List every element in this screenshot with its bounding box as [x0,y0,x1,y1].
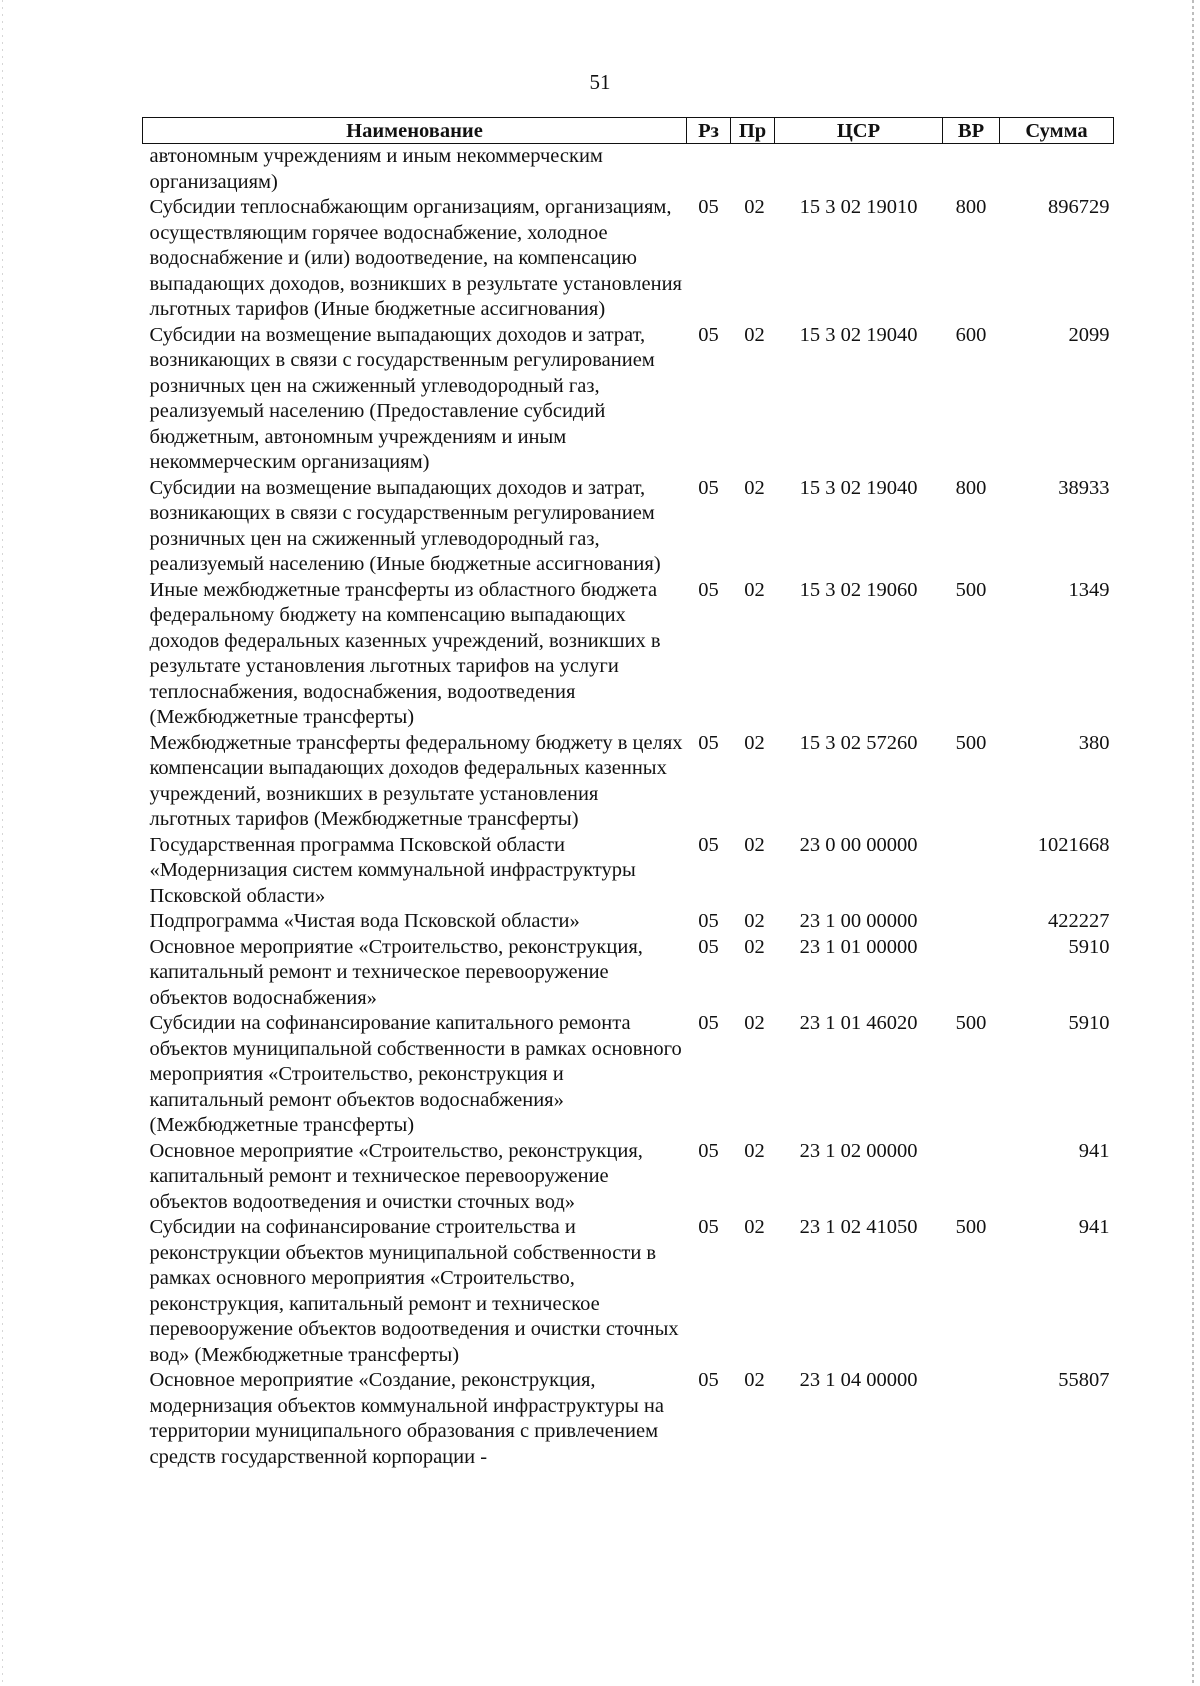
scan-edge-right [1192,0,1194,1686]
cell-csr: 23 0 00 00000 [799,833,918,856]
cell-name: Субсидии теплоснабжающим организациям, организациям, осуществляющим горячее водоснабжение, холодное водоснабжение и (или) водоотведение, на компенсацию выпадающих доходов, возникших в результате установления льготных тарифов (Иные бюджетные ассигнования) [149,196,682,320]
cell-sum: 941 [1078,1216,1110,1238]
cell-csr: 23 1 02 41050 [799,1216,918,1238]
cell-sum: 896729 [1048,196,1110,218]
cell-sum: 38933 [1058,476,1110,499]
cell-rz: 05 [698,1012,719,1034]
cell-csr: 15 3 02 57260 [799,731,918,754]
cell-csr: 23 1 02 00000 [799,1139,918,1162]
cell-sum: 5910 [1068,1012,1110,1034]
cell-vr: 600 [955,323,987,346]
cell-sum: 1349 [1068,578,1110,601]
header-sum: Сумма [1000,118,1114,144]
cell-csr [775,144,943,196]
cell-vr: 800 [955,476,987,499]
table-row [143,1368,1114,1470]
cell-name: автономным учреждениям и иным некоммерческим организациям) [149,145,603,193]
cell-vr [943,935,1000,1012]
table-row [143,935,1114,1012]
cell-pr: 02 [744,1012,765,1034]
cell-pr: 02 [744,1216,765,1238]
cell-vr: 500 [955,731,987,754]
cell-vr: 500 [955,578,987,601]
cell-rz: 05 [698,1216,719,1238]
budget-table [142,117,1114,1470]
cell-vr [943,1139,1000,1216]
cell-sum: 55807 [1058,1369,1110,1391]
cell-name: Подпрограмма «Чистая вода Псковской области» [149,910,580,932]
cell-vr [943,833,1000,910]
cell-rz: 05 [698,833,719,856]
cell-csr: 15 3 02 19060 [799,578,918,601]
scan-edge-left [2,0,3,1686]
cell-vr [943,1368,1000,1470]
cell-pr [731,144,775,196]
cell-sum: 1021668 [1037,833,1110,856]
cell-sum: 2099 [1068,323,1110,346]
cell-rz: 05 [698,1369,719,1391]
cell-csr: 15 3 02 19010 [799,196,918,218]
table-row [143,323,1114,476]
cell-name: Основное мероприятие «Строительство, реконструкция, капитальный ремонт и техническое перевооружение объектов водоснабжения» [149,935,643,1009]
cell-name: Межбюджетные трансферты федеральному бюджету в целях компенсации выпадающих доходов федеральных казенных учреждений, возникших в результате установления льготных тарифов (Межбюджетные трансферты) [149,731,683,830]
cell-name: Субсидии на софинансирование капитального ремонта объектов муниципальной собственности в рамках основного мероприятия «Строительство, реконструкция и капитальный ремонт объектов водоснабжения» (Межбюджетные трансферты) [149,1012,682,1136]
cell-csr: 15 3 02 19040 [799,476,918,499]
cell-name: Субсидии на возмещение выпадающих доходов и затрат, возникающих в связи с государственным регулированием розничных цен на сжиженный углеводородный газ, реализуемый населению (Иные бюджетные ассигнования) [149,476,661,575]
table-row [143,144,1114,196]
header-rz: Рз [687,118,731,144]
cell-pr: 02 [744,1369,765,1391]
cell-csr: 23 1 01 46020 [799,1012,918,1034]
table-row [143,731,1114,833]
cell-vr: 500 [955,1012,987,1034]
page-number: 51 [589,70,611,94]
header-vr: ВР [943,118,1000,144]
cell-name: Основное мероприятие «Строительство, реконструкция, капитальный ремонт и техническое перевооружение объектов водоотведения и очистки сточных вод» [149,1139,643,1213]
cell-sum [1000,144,1114,196]
header-csr: ЦСР [775,118,943,144]
cell-rz: 05 [698,1139,719,1162]
cell-vr: 800 [955,196,987,218]
cell-csr: 15 3 02 19040 [799,323,918,346]
cell-rz: 05 [698,935,719,958]
cell-csr: 23 1 04 00000 [799,1369,918,1391]
table-row [143,578,1114,731]
cell-pr: 02 [744,1139,765,1162]
table-row [143,1011,1114,1139]
table-header-row [143,118,1114,144]
header-name: Наименование [143,118,687,144]
table-row [143,476,1114,578]
cell-rz: 05 [698,476,719,499]
cell-csr: 23 1 01 00000 [799,935,918,958]
cell-pr: 02 [744,731,765,754]
table-row [143,195,1114,323]
cell-pr: 02 [744,910,765,932]
cell-rz: 05 [698,731,719,754]
cell-pr: 02 [744,833,765,856]
cell-name: Иные межбюджетные трансферты из областного бюджета федеральному бюджету на компенсацию выпадающих доходов федеральных казенных учреждений, возникших в результате установления льготных тарифов на услуги теплоснабжения, водоснабжения, водоотведения (Межбюджетные трансферты) [149,578,661,728]
cell-name: Государственная программа Псковской области «Модернизация систем коммунальной инфраструктуры Псковской области» [149,833,636,907]
table-row [143,909,1114,935]
cell-sum: 380 [1078,731,1110,754]
cell-name: Субсидии на возмещение выпадающих доходов и затрат, возникающих в связи с государственным регулированием розничных цен на сжиженный углеводородный газ, реализуемый населению (Предоставление субсидий бюджетным, автономным учреждениям и иным некоммерческим организациям) [149,323,655,473]
cell-vr [943,144,1000,196]
cell-rz: 05 [698,578,719,601]
cell-rz: 05 [698,910,719,932]
cell-rz: 05 [698,196,719,218]
cell-pr: 02 [744,476,765,499]
cell-pr: 02 [744,578,765,601]
cell-name: Субсидии на софинансирование строительства и реконструкции объектов муниципальной собственности в рамках основного мероприятия «Строительство, реконструкция, капитальный ремонт и техническое перевооружение объектов водоотведения и очистки сточных вод» (Межбюджетные трансферты) [149,1216,679,1366]
cell-name: Основное мероприятие «Создание, реконструкция, модернизация объектов коммунальной инфраструктуры на территории муниципального образования с привлечением средств государственной корпорации - [149,1369,664,1468]
cell-pr: 02 [744,323,765,346]
cell-sum: 5910 [1068,935,1110,958]
cell-sum: 941 [1078,1139,1110,1162]
table-row [143,1215,1114,1368]
cell-pr: 02 [744,935,765,958]
header-pr: Пр [731,118,775,144]
cell-vr: 500 [955,1216,987,1238]
cell-pr: 02 [744,196,765,218]
table-row [143,833,1114,910]
cell-sum: 422227 [1048,910,1110,932]
cell-vr [943,909,1000,935]
cell-rz: 05 [698,323,719,346]
table-row [143,1139,1114,1216]
cell-rz [687,144,731,196]
cell-csr: 23 1 00 00000 [799,910,918,932]
